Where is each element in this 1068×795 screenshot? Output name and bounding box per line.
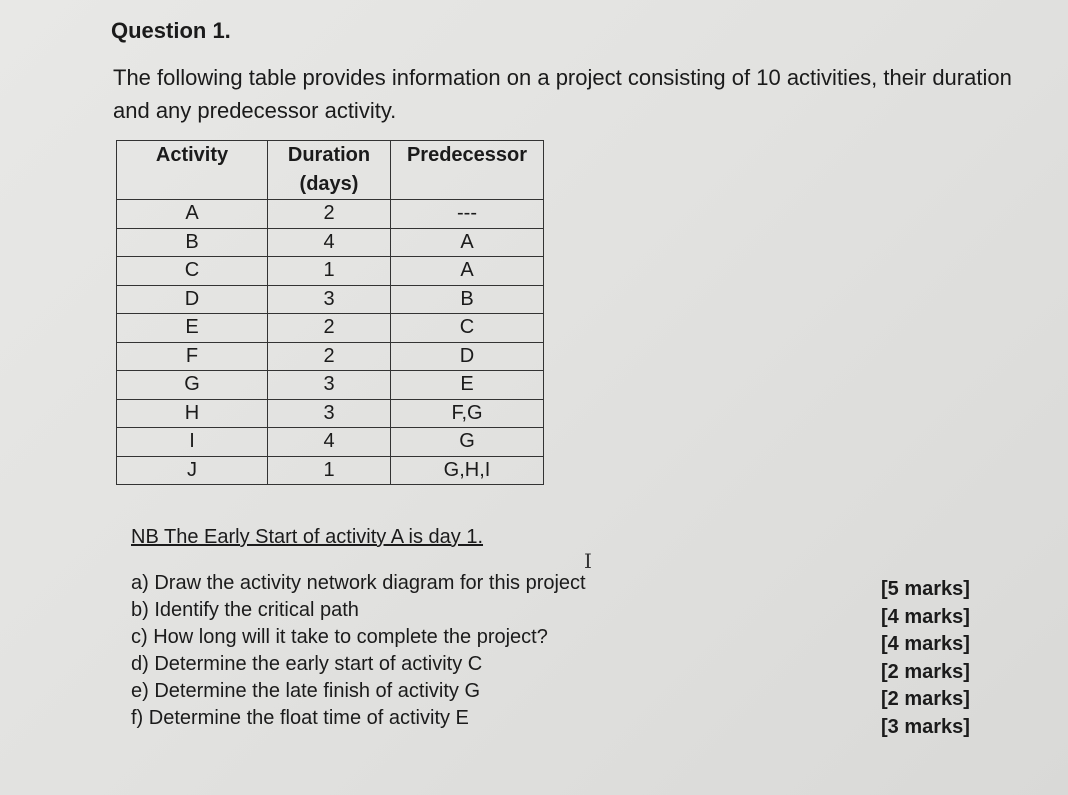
table-row <box>117 371 544 400</box>
marks-list <box>881 576 970 741</box>
cell-predecessor: D <box>391 342 544 371</box>
question-list <box>131 570 586 732</box>
cell-activity: D <box>117 285 268 314</box>
cell-duration: 3 <box>268 285 391 314</box>
question-heading: Question 1. <box>111 18 231 43</box>
table-row <box>117 314 544 343</box>
marks-item: [4 marks] <box>881 605 970 628</box>
cell-duration: 3 <box>268 399 391 428</box>
cell-predecessor: B <box>391 285 544 314</box>
cell-activity: F <box>117 342 268 371</box>
cell-duration: 4 <box>268 228 391 257</box>
question-item: d) Determine the early start of activity C <box>131 653 483 675</box>
cell-predecessor: G,H,I <box>391 456 544 485</box>
cell-activity: J <box>117 456 268 485</box>
early-start-note: NB The Early Start of activity A is day 1. <box>131 526 484 548</box>
table-header-row <box>117 141 544 200</box>
question-item: a) Draw the activity network diagram for this project <box>131 572 586 594</box>
marks-item: [5 marks] <box>881 578 970 600</box>
table-row <box>117 285 544 314</box>
cell-activity: I <box>117 428 268 457</box>
cell-predecessor: F,G <box>391 399 544 428</box>
cell-activity: C <box>117 257 268 286</box>
table-row <box>117 342 544 371</box>
cell-activity: A <box>117 200 268 229</box>
table-row <box>117 200 544 229</box>
header-duration: Duration (days) <box>268 141 391 200</box>
activity-table <box>116 140 544 485</box>
marks-item: [3 marks] <box>881 715 970 738</box>
question-item: b) Identify the critical path <box>131 599 359 621</box>
cell-duration: 3 <box>268 371 391 400</box>
cell-predecessor: A <box>391 257 544 286</box>
cell-activity: E <box>117 314 268 343</box>
question-item: f) Determine the float time of activity E <box>131 707 469 729</box>
intro-paragraph: The following table provides information on a project consisting of 10 activities, their duration and any predecessor activity. <box>113 65 1012 123</box>
marks-item: [2 marks] <box>881 660 970 683</box>
cell-duration: 2 <box>268 200 391 229</box>
cell-duration: 2 <box>268 342 391 371</box>
header-predecessor: Predecessor <box>391 141 544 200</box>
cell-duration: 2 <box>268 314 391 343</box>
header-activity: Activity <box>117 141 268 200</box>
table-row <box>117 228 544 257</box>
cell-duration: 1 <box>268 456 391 485</box>
question-item: c) How long will it take to complete the project? <box>131 626 548 648</box>
table-row <box>117 428 544 457</box>
cell-activity: B <box>117 228 268 257</box>
table-row <box>117 257 544 286</box>
marks-item: [4 marks] <box>881 633 970 655</box>
cell-predecessor: G <box>391 428 544 457</box>
cell-activity: H <box>117 399 268 428</box>
text-cursor-icon: I <box>584 549 592 573</box>
cell-duration: 1 <box>268 257 391 286</box>
cell-predecessor: E <box>391 371 544 400</box>
cell-predecessor: C <box>391 314 544 343</box>
cell-activity: G <box>117 371 268 400</box>
cell-duration: 4 <box>268 428 391 457</box>
cell-predecessor: --- <box>391 200 544 229</box>
marks-item: [2 marks] <box>881 688 970 710</box>
table-row <box>117 399 544 428</box>
table-row <box>117 456 544 485</box>
cell-predecessor: A <box>391 228 544 257</box>
question-item: e) Determine the late finish of activity G <box>131 680 481 702</box>
